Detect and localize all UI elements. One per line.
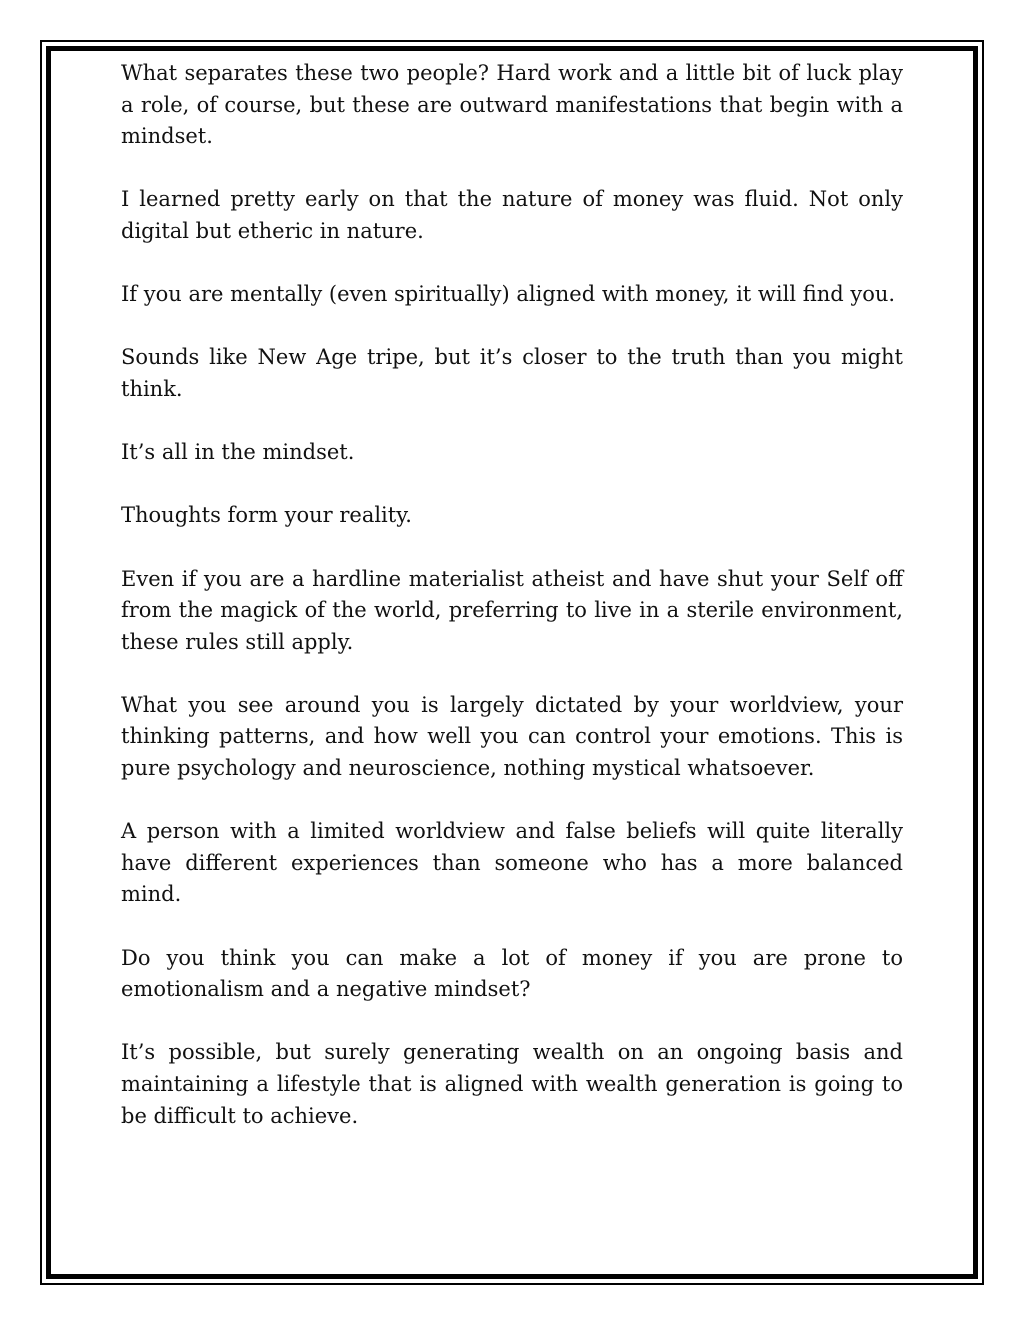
paragraph: Even if you are a hardline materialist atheist and have shut your Self off from the magick of the world, preferring to live in a sterile environment, these rules still apply. [121, 566, 903, 654]
document-body [121, 58, 903, 1132]
paragraph: A person with a limited worldview and false beliefs will quite literally have different experiences than someone who has a more balanced mind. [121, 819, 903, 907]
paragraph: If you are mentally (even spiritually) aligned with money, it will find you. [121, 282, 896, 307]
paragraph: What you see around you is largely dictated by your worldview, your thinking patterns, and how well you can control your emotions. This is pure psychology and neuroscience, nothing mystical whatsoever. [121, 692, 903, 781]
paragraph: It’s possible, but surely generating wealth on an ongoing basis and maintaining a lifestyle that is aligned with wealth generation is going to be difficult to achieve. [121, 1040, 903, 1128]
paragraph: Do you think you can make a lot of money if you are prone to emotionalism and a negative mindset? [121, 945, 903, 1002]
paragraph: Thoughts form your reality. [121, 503, 412, 528]
paragraph: I learned pretty early on that the nature of money was fluid. Not only digital but etheric in nature. [121, 187, 903, 243]
paragraph: What separates these two people? Hard work and a little bit of luck play a role, of course, but these are outward manifestations that begin with a mindset. [121, 61, 903, 149]
paragraph: It’s all in the mindset. [121, 440, 355, 465]
paragraph: Sounds like New Age tripe, but it’s closer to the truth than you might think. [121, 345, 903, 401]
